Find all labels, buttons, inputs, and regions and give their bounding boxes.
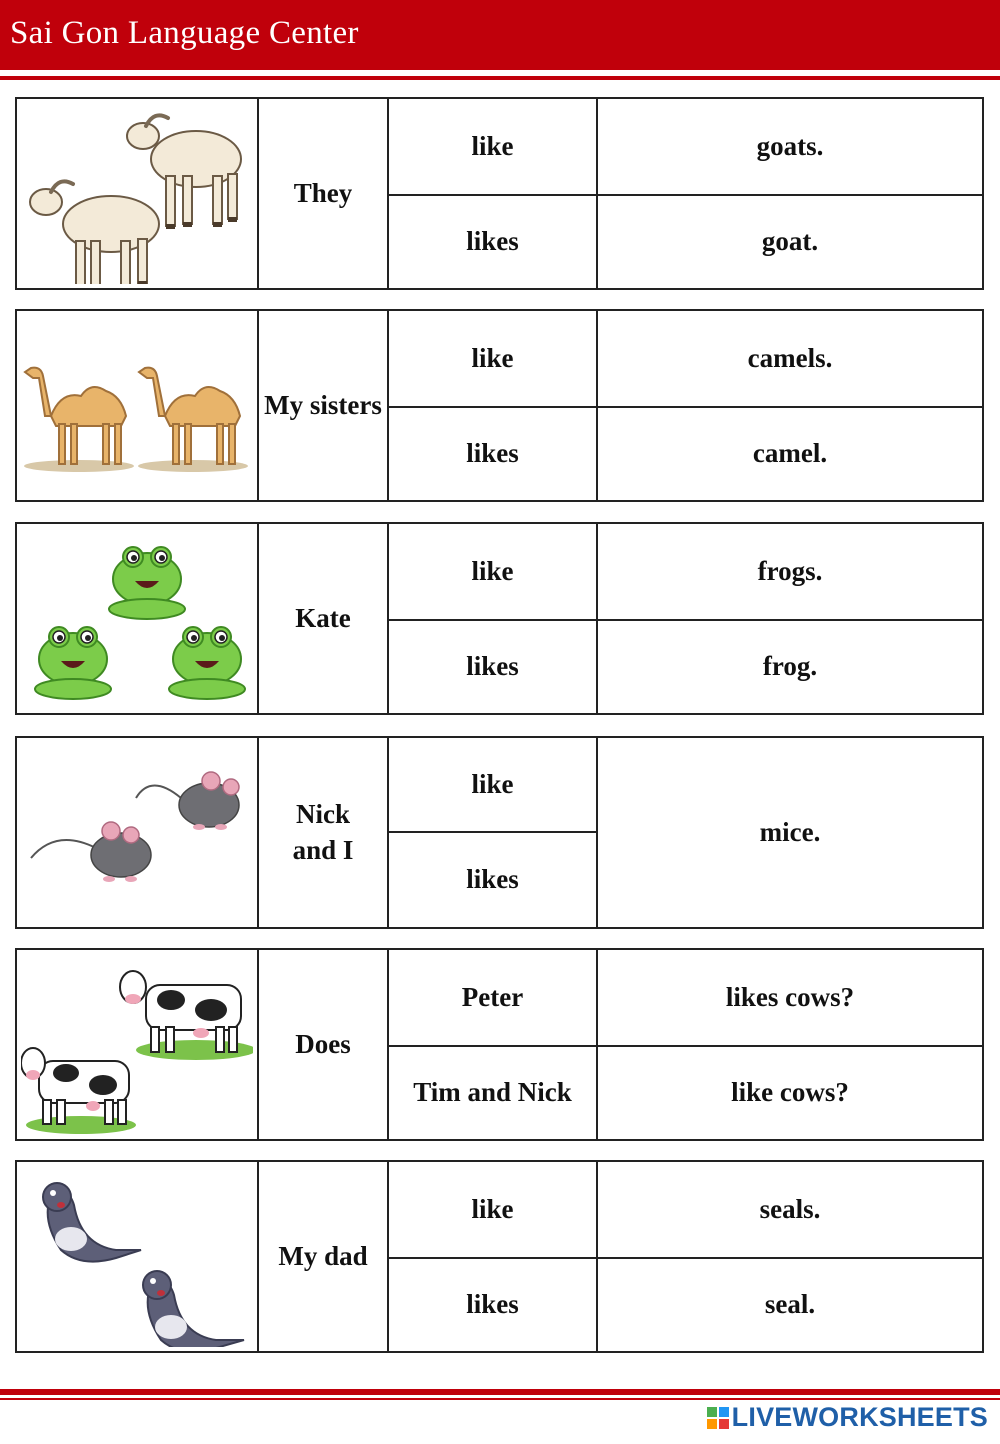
verb-option-like[interactable]: like [389, 738, 598, 833]
brand-name: LIVEWORKSHEETS [731, 1402, 988, 1432]
seals-picture [17, 1162, 259, 1351]
object-option-singular[interactable]: frog. [762, 651, 818, 682]
subject-cell: My dad [259, 1162, 389, 1351]
object-option-likes-cows[interactable]: likes cows? [598, 950, 982, 1047]
goats-picture [17, 99, 259, 288]
verb-option-like[interactable]: like [389, 99, 598, 196]
page-title: Sai Gon Language Center [10, 15, 359, 51]
object-option-singular[interactable]: goat. [761, 226, 819, 257]
footer-divider [0, 1389, 1000, 1395]
goat-illustration [21, 104, 253, 284]
verb-option-like[interactable]: like [389, 524, 598, 621]
subject-option-tim-and-nick[interactable]: Tim and Nick [389, 1047, 598, 1139]
header-divider [0, 76, 1000, 80]
verb-option-like[interactable]: like [389, 311, 598, 408]
footer-divider-thin [0, 1398, 1000, 1400]
subject-cell: Nick and I [259, 738, 389, 927]
subject-cell: My sisters [259, 311, 389, 500]
camel-illustration [21, 316, 253, 496]
verb-option-likes[interactable]: likes [389, 196, 598, 288]
liveworksheets-icon [706, 1406, 730, 1430]
sentence-block-3 [15, 522, 984, 715]
object-option-plural[interactable]: goats. [598, 99, 982, 196]
seal-illustration [21, 1167, 253, 1347]
sentence-block-6 [15, 1160, 984, 1353]
verb-option-like[interactable]: like [389, 1162, 598, 1259]
subject-cell: Kate [259, 524, 389, 713]
subject-cell: Does [259, 950, 389, 1139]
object-option-singular[interactable]: seal. [764, 1289, 816, 1320]
object-option-plural[interactable]: frogs. [598, 524, 982, 621]
subject-option-peter[interactable]: Peter [389, 950, 598, 1047]
frogs-picture [17, 524, 259, 713]
mice-picture [17, 738, 259, 927]
object-option-like-cows[interactable]: like cows? [731, 1077, 849, 1108]
frog-illustration [21, 529, 253, 709]
brand-logo [706, 1404, 988, 1431]
cows-picture [17, 950, 259, 1139]
verb-option-likes[interactable]: likes [389, 833, 598, 927]
verb-option-likes[interactable]: likes [389, 1259, 598, 1351]
sentence-block-1 [15, 97, 984, 290]
sentence-block-2 [15, 309, 984, 502]
object-cell[interactable]: mice. [759, 816, 821, 847]
object-option-plural[interactable]: camels. [598, 311, 982, 408]
verb-option-likes[interactable]: likes [389, 621, 598, 713]
mouse-illustration [21, 743, 253, 923]
cow-illustration [21, 955, 253, 1135]
verb-option-likes[interactable]: likes [389, 408, 598, 500]
sentence-block-4 [15, 736, 984, 929]
header-bar [0, 0, 1000, 70]
object-option-singular[interactable]: camel. [752, 438, 828, 469]
subject-cell: They [259, 99, 389, 288]
sentence-block-5 [15, 948, 984, 1141]
object-option-plural[interactable]: seals. [598, 1162, 982, 1259]
camels-picture [17, 311, 259, 500]
